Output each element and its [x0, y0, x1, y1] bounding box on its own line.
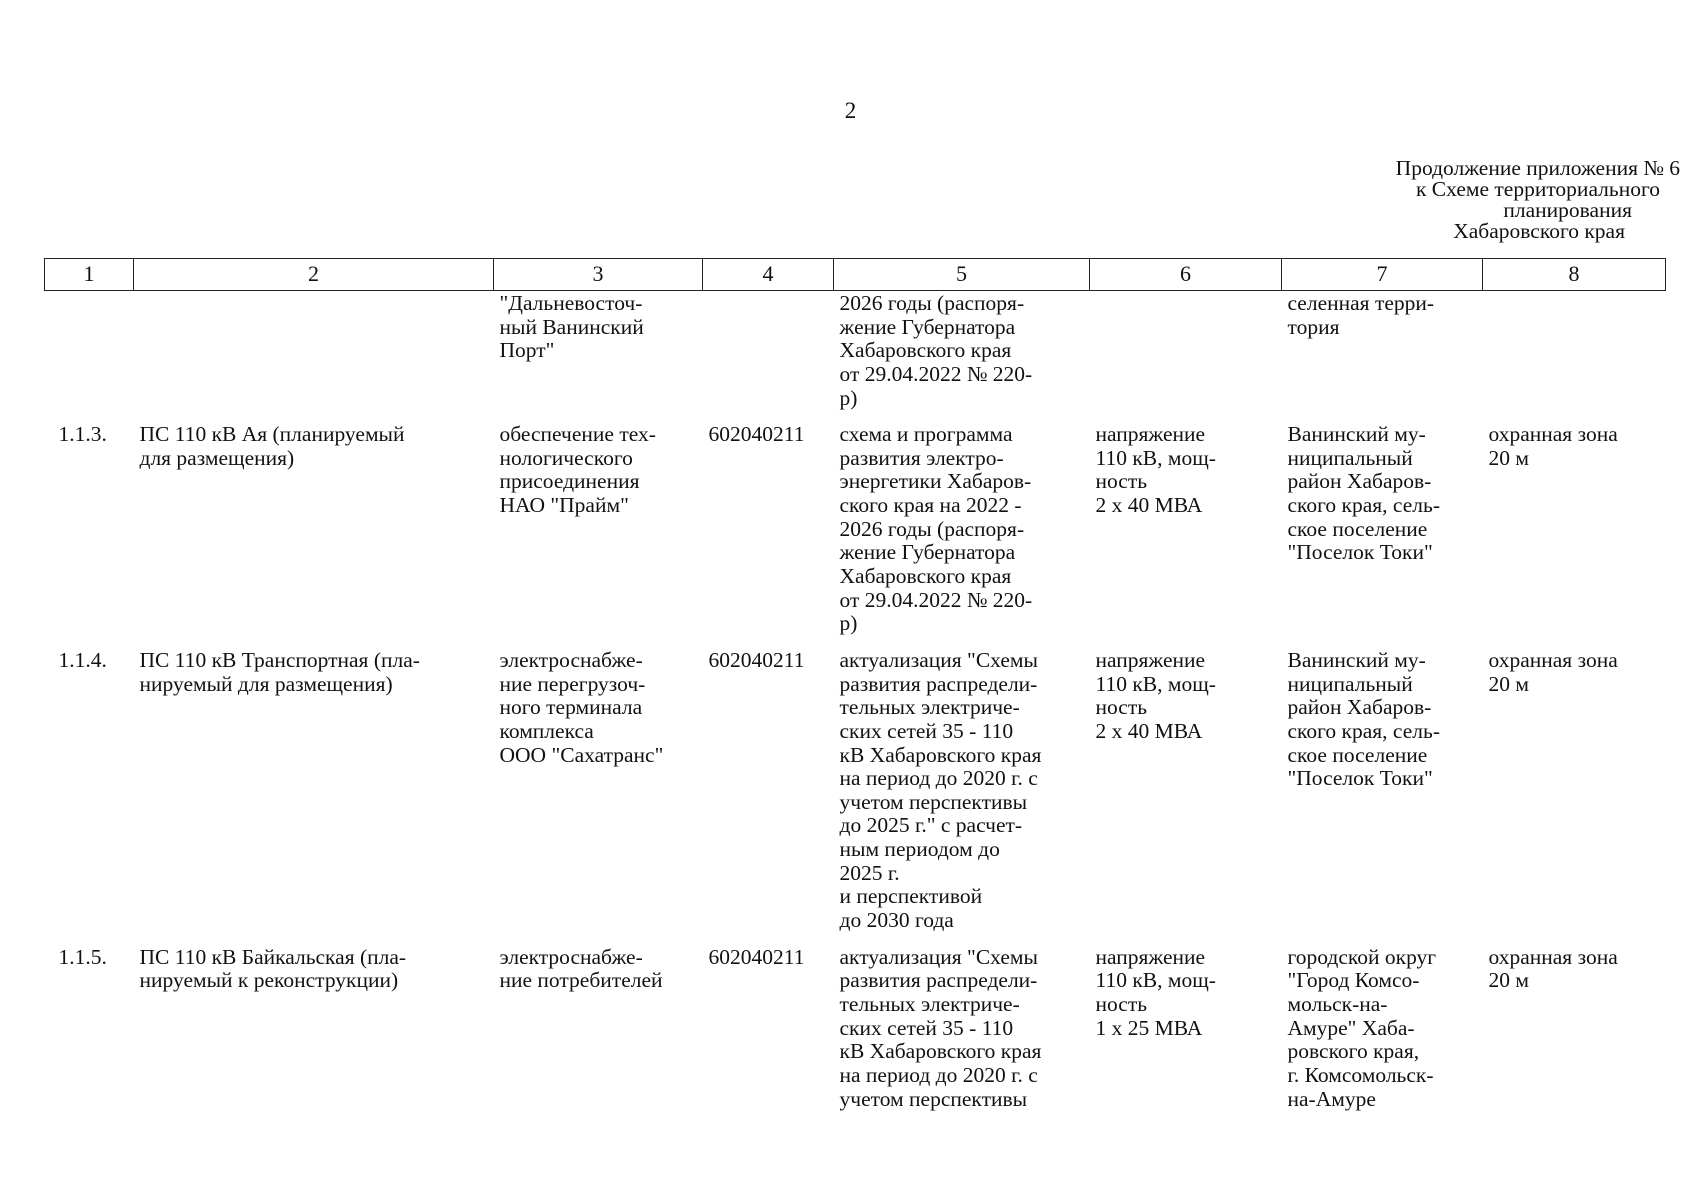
- row-number-cell: 1.1.5.: [58, 944, 107, 969]
- object-name-cell: ПС 110 кВ Ая (планируемый для размещения): [139, 422, 405, 470]
- table-row: [45, 636, 1666, 933]
- column-header: 5: [834, 259, 1090, 291]
- basis-cell: актуализация "Схемы развития распредели- тельных электриче- ских сетей 35 - 110 кВ Хабаровского края на период до 2020 г. с учетом перспективы: [839, 944, 1042, 1111]
- zone-cell: охранная зона 20 м: [1488, 422, 1618, 470]
- zone-cell: охранная зона 20 м: [1488, 647, 1618, 696]
- table-row: [45, 410, 1666, 636]
- zone-cell: [1483, 291, 1666, 411]
- column-header: 3: [494, 259, 703, 291]
- appendix-note-line: Продолжение приложения № 6: [1395, 156, 1680, 180]
- code-cell: [703, 291, 834, 411]
- column-header: 8: [1483, 259, 1666, 291]
- appendix-header-note: [1280, 158, 1680, 242]
- objects-table: [44, 258, 1666, 1111]
- code-cell: 602040211: [708, 944, 805, 969]
- characteristics-cell: напряжение 110 кВ, мощ- ность 2 х 40 МВА: [1095, 647, 1216, 743]
- code-cell: 602040211: [708, 647, 805, 672]
- column-header: 6: [1090, 259, 1282, 291]
- column-header: 2: [134, 259, 494, 291]
- row-number-cell: 1.1.3.: [58, 422, 107, 447]
- location-cell: Ванинский му- ниципальный район Хабаров- ского края, сель- ское поселение "Поселок Токи": [1287, 422, 1440, 565]
- location-cell: городской округ "Город Комсо- мольск-на- Амуре" Хаба- ровского края, г. Комсомольск- на-Амуре: [1287, 944, 1437, 1111]
- column-header: 4: [703, 259, 834, 291]
- location-cell: Ванинский му- ниципальный район Хабаров- ского края, сель- ское поселение "Поселок Токи": [1287, 647, 1440, 791]
- object-name-cell: ПС 110 кВ Транспортная (пла- нируемый для размещения): [139, 647, 420, 696]
- table-header-row: [45, 259, 1666, 291]
- appendix-note-line: Хабаровского края: [1453, 219, 1625, 244]
- basis-cell: схема и программа развития электро- энергетики Хабаров- ского края на 2022 - 2026 годы (распоря- жение Губернатора Хабаровского края от 29.04.2022 № 220- р): [839, 422, 1033, 636]
- column-header: 1: [45, 259, 134, 291]
- purpose-cell: электроснабже- ние перегрузоч- ного терминала комплекса ООО "Сахатранс": [499, 647, 664, 767]
- column-header: 7: [1282, 259, 1483, 291]
- purpose-cell: электроснабже- ние потребителей: [499, 944, 663, 993]
- zone-cell: охранная зона 20 м: [1488, 944, 1618, 993]
- row-number-cell: 1.1.4.: [58, 647, 107, 672]
- row-number-cell: [45, 291, 134, 411]
- appendix-note-line: планирования: [1503, 198, 1632, 223]
- object-name-cell: [134, 291, 494, 411]
- characteristics-cell: [1090, 291, 1282, 411]
- appendix-note-line: к Схеме территориального: [1415, 177, 1660, 202]
- table-row: [45, 291, 1666, 411]
- basis-cell: актуализация "Схемы развития распредели- тельных электриче- ских сетей 35 - 110 кВ Хабаровского края на период до 2020 г. с учетом перспективы до 2025 г." с расчет- ным периодом до 2025 г. и перспективой до 2030 года: [839, 647, 1042, 933]
- table-row: [45, 933, 1666, 1111]
- characteristics-cell: напряжение 110 кВ, мощ- ность 1 х 25 МВА: [1095, 944, 1216, 1040]
- characteristics-cell: напряжение 110 кВ, мощ- ность 2 х 40 МВА: [1095, 422, 1216, 518]
- code-cell: 602040211: [708, 422, 805, 447]
- basis-cell: 2026 годы (распоря- жение Губернатора Хабаровского края от 29.04.2022 № 220- р): [839, 291, 1033, 410]
- location-cell: селенная терри- тория: [1287, 291, 1435, 339]
- purpose-cell: "Дальневосточ- ный Ванинский Порт": [499, 291, 644, 363]
- page-number: 2: [844, 98, 857, 123]
- purpose-cell: обеспечение тех- нологического присоединения НАО "Прайм": [499, 422, 656, 518]
- object-name-cell: ПС 110 кВ Байкальская (пла- нируемый к реконструкции): [139, 944, 407, 993]
